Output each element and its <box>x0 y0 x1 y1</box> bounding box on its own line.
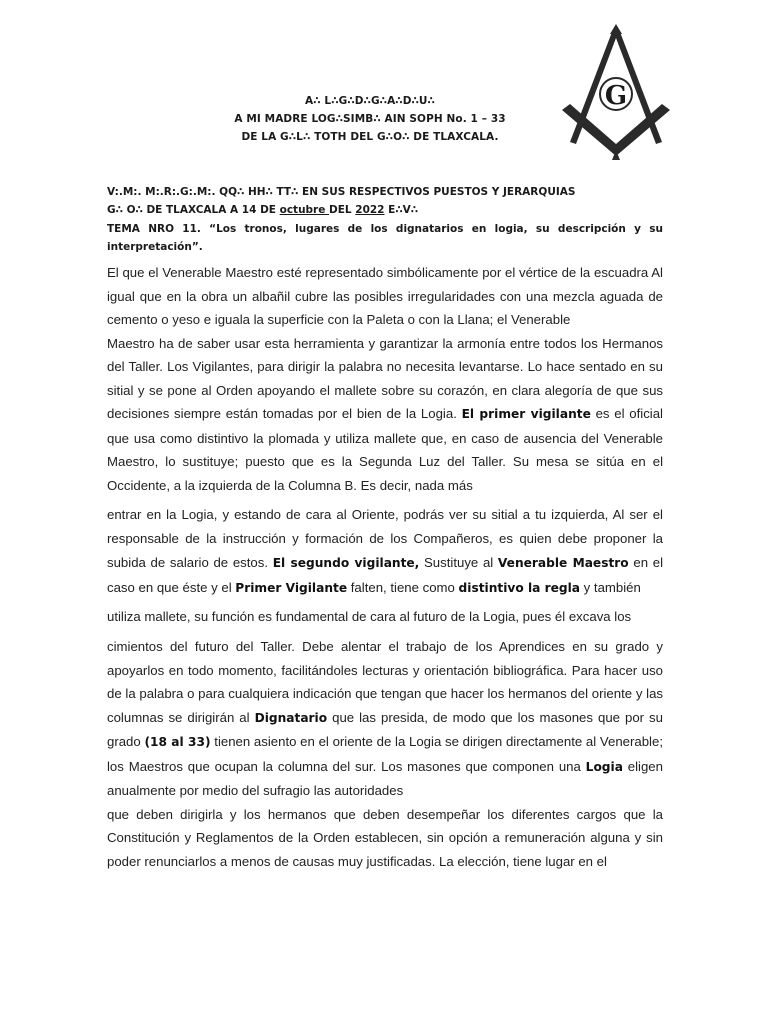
p2-text-cont: es el oficial que usa como distintivo la plomada y utiliza mallete que, en caso de ausencia del Venerable Maestro, lo sustituye; puesto que es la Segunda Luz del Taller. Su mesa se sitúa en el Occidente, a la izquierda de la Columna B. Es decir, nada más <box>107 406 663 493</box>
p3-text: entrar en la Logia, y estando de cara al Oriente, podrás ver su sitial a tu izquierda, Al ser el responsable de la instrucción y formación de los Compañeros, es quien debe proponer la subida de salario de estos. <box>107 507 663 571</box>
p5-bold-logia: Logia <box>585 759 623 774</box>
salutation-line-1: V:.M:. M:.R:.G:.M:. QQ∴ HH∴ TT∴ EN SUS RESPECTIVOS PUESTOS Y JERARQUIAS <box>107 186 576 198</box>
p5-text: cimientos del futuro del Taller. Debe alentar el trabajo de los Aprendices en su grado y apoyarlos en todo momento, facilitándoles lecturas y orientación bibliográfica. Para hacer uso de la palabra o para cualquiera indicación que tengan que hacer los hermanos del oriente y las columnas se dirigirán al <box>107 639 663 725</box>
document-header <box>200 92 540 146</box>
header-line-1: A∴ L∴G∴D∴G∴A∴D∴U∴ <box>305 95 435 107</box>
p5-text-3: tienen asiento en el oriente de la Logia se dirigen directamente al Venerable; los Maestros que ocupan la columna del sur. Los masones que componen una <box>107 734 663 774</box>
p3-text-3: en el caso en que éste y el <box>107 555 664 595</box>
p3-text-5: y también <box>580 579 641 595</box>
p5-text-4: eligen anualmente por medio del sufragio las autoridades <box>107 758 663 799</box>
p5-text-2: que las presida, de modo que los masones que por su grado <box>107 709 663 750</box>
p5-bold-grados: (18 al 33) <box>144 735 211 750</box>
p5-bold-dignatario: Dignatario <box>254 710 328 725</box>
p3-bold-segundo-vigilante: El segundo vigilante, <box>272 556 420 571</box>
date-del: DEL <box>329 204 356 216</box>
paragraph-3 <box>107 503 663 600</box>
p3-text-4: falten, tiene como <box>347 579 459 595</box>
header-line-2: A MI MADRE LOG∴SIMB∴ AIN SOPH No. 1 – 33 <box>234 113 506 125</box>
p3-bold-primer: Primer Vigilante <box>235 580 348 595</box>
paragraph-1: El que el Venerable Maestro esté representado simbólicamente por el vértice de la escuadra Al igual que en la obra un albañil cubre las posibles irregularidades con una mezcla aguada de cemento o yeso e iguala la superficie con la Paleta o con la Llana; el Venerable <box>107 265 663 327</box>
p2-text: Maestro ha de saber usar esta herramienta y garantizar la armonía entre todos los Hermanos del Taller. Los Vigilantes, para dirigir la palabra no necesita levantarse. Lo hace sentado en su sitial y se pone al Orden apoyando el mallete sobre su corazón, en clara alegoría de que sus decisiones siempre están tomadas por el bien de la Logia. <box>107 335 663 421</box>
date-year: 2022 <box>355 204 385 216</box>
date-month: octubre <box>279 204 330 216</box>
paragraph-4: utiliza mallete, su función es fundamental de cara al futuro de la Logia, pues él excava los <box>107 608 632 624</box>
date-line <box>107 201 667 219</box>
header-line-3: DE LA G∴L∴ TOTH DEL G∴O∴ DE TLAXCALA. <box>241 131 499 143</box>
body-text <box>107 261 663 873</box>
paragraph-2 <box>107 332 663 498</box>
topic-title: TEMA NRO 11. “Los tronos, lugares de los dignatarios en logia, su descripción y su interpretación”. <box>107 223 663 253</box>
p3-bold-venerable: Venerable Maestro <box>497 556 629 571</box>
square-and-compass-logo <box>558 24 674 160</box>
paragraph-5 <box>107 635 663 803</box>
paragraph-6: que deben dirigirla y los hermanos que deben desempeñar los diferentes cargos que la Constitución y Reglamentos de la Orden establecen, sin opción a remuneración alguna y sin poder renunciarlos a menos de causas muy justificadas. La elección, tiene lugar en el <box>107 806 663 869</box>
p3-text-2: Sustituye al <box>419 555 498 571</box>
p2-bold-primer-vigilante: El primer vigilante <box>461 407 591 421</box>
salutation <box>107 183 667 219</box>
date-prefix: G∴ O∴ DE TLAXCALA A 14 DE <box>107 204 280 216</box>
p3-bold-regla: distintivo la regla <box>458 580 580 595</box>
letter-g: G <box>604 81 628 111</box>
date-suffix: E∴V∴ <box>384 204 419 216</box>
